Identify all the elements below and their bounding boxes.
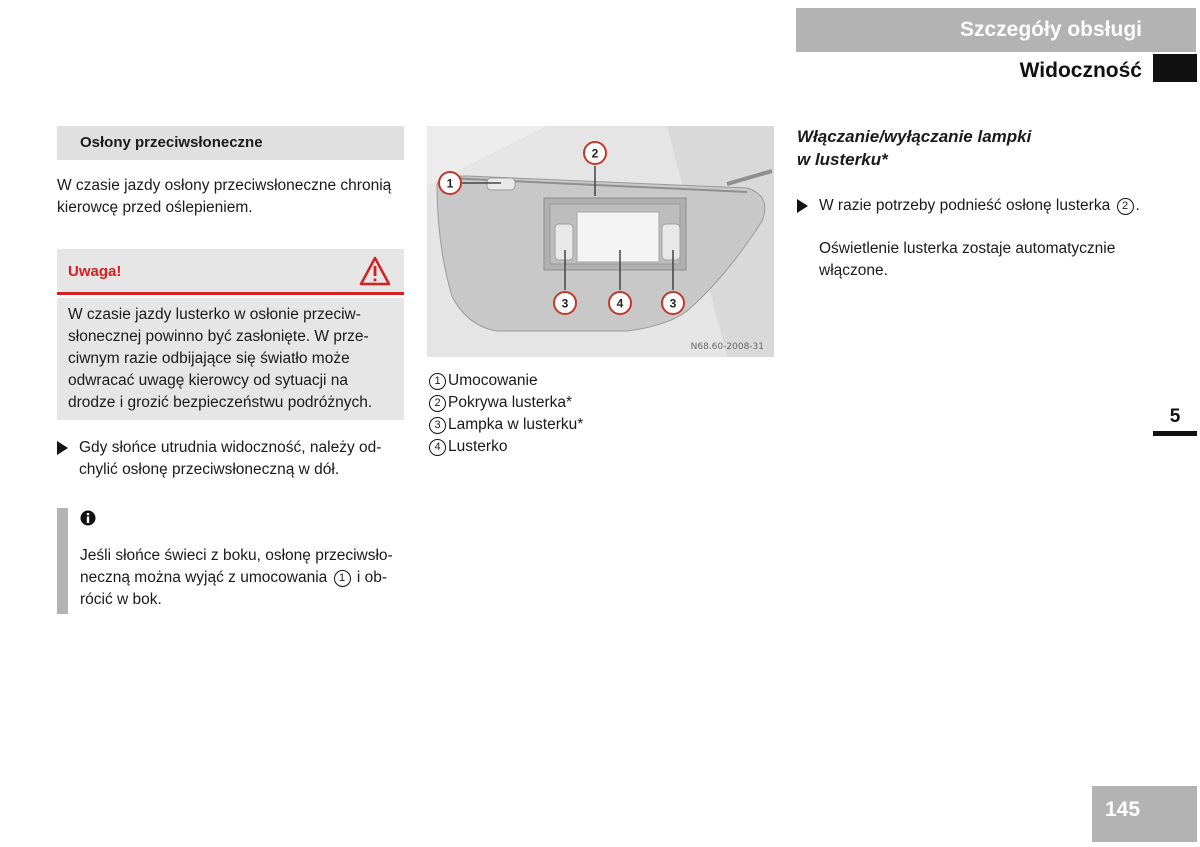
header-marker	[1153, 54, 1197, 82]
info-icon	[80, 509, 96, 527]
figure-legend	[427, 370, 767, 458]
warning-line: słonecznej powinno być zasłonięte. W prze-	[68, 328, 369, 345]
page-number: 145	[1092, 786, 1197, 842]
instruction-step	[57, 437, 407, 481]
ref-number: 1	[334, 570, 351, 587]
bullet-arrow-icon	[57, 441, 68, 455]
callout-label: 1	[446, 176, 454, 191]
info-note	[80, 545, 407, 611]
callout-label: 2	[591, 146, 599, 161]
warning-body	[57, 298, 404, 420]
ref-number: 2	[1117, 198, 1134, 215]
info-line: rócić w bok.	[80, 591, 162, 608]
callout-label: 3	[669, 296, 677, 311]
chapter-number-tab: 5	[1153, 401, 1197, 436]
callout-marker	[554, 292, 576, 314]
warning-line: W czasie jazdy lusterko w osłonie przeciw-	[68, 306, 361, 323]
warning-line: ciwnym razie odbijające się światło może	[68, 350, 350, 367]
warning-title: Uwaga!	[68, 263, 122, 280]
callout-marker	[609, 292, 631, 314]
step-line: chylić osłonę przeciwsłoneczną w dół.	[79, 461, 340, 478]
info-sidebar	[57, 508, 68, 614]
figure-code: N68.60-2008-31	[690, 342, 764, 352]
bullet-arrow-icon	[797, 199, 808, 213]
mirror-lamp-heading: Włączanie/wyłączanie lampki w lusterku*	[797, 127, 1032, 169]
callout-marker	[584, 142, 606, 164]
callout-marker	[439, 172, 461, 194]
chapter-title: Szczegóły obsługi	[959, 18, 1142, 41]
mirror-step: W razie potrzeby podnieść osłonę lusterka 2 .	[797, 195, 1147, 217]
callout-marker	[662, 292, 684, 314]
sun-visor-illustration	[427, 126, 774, 357]
sun-visor-section-heading: Osłony przeciwsłoneczne	[57, 126, 404, 160]
legend-item: 3 Lampka w lusterku*	[427, 414, 767, 436]
intro-paragraph: W czasie jazdy osłony przeciwsłoneczne chronią kierowcę przed oślepieniem.	[57, 177, 392, 216]
legend-item: 1 Umocowanie	[427, 370, 767, 392]
warning-triangle-icon	[359, 256, 391, 286]
legend-item: 2 Pokrywa lusterka*	[427, 392, 767, 414]
warning-header	[57, 249, 404, 295]
info-line: neczną można wyjąć z umocowania 1 i ob-	[80, 569, 388, 586]
sun-visor-drawing	[427, 126, 774, 357]
warning-line: drodze i grozić bezpieczeństwu podróżnych.	[68, 394, 373, 411]
callout-label: 4	[616, 296, 624, 311]
info-line: Jeśli słońce świeci z boku, osłonę przeciwsło-	[80, 547, 393, 564]
warning-line: odwracać uwagę kierowcy od sytuacji na	[68, 372, 348, 389]
step-line: Gdy słońce utrudnia widoczność, należy od-	[79, 439, 382, 456]
legend-item: 4 Lusterko	[427, 436, 767, 458]
callout-label: 3	[561, 296, 569, 311]
chapter-header	[796, 8, 1196, 52]
section-title: Widoczność	[1019, 59, 1142, 82]
lamp-note: Oświetlenie lusterka zostaje automatycznie włączone.	[819, 240, 1116, 279]
